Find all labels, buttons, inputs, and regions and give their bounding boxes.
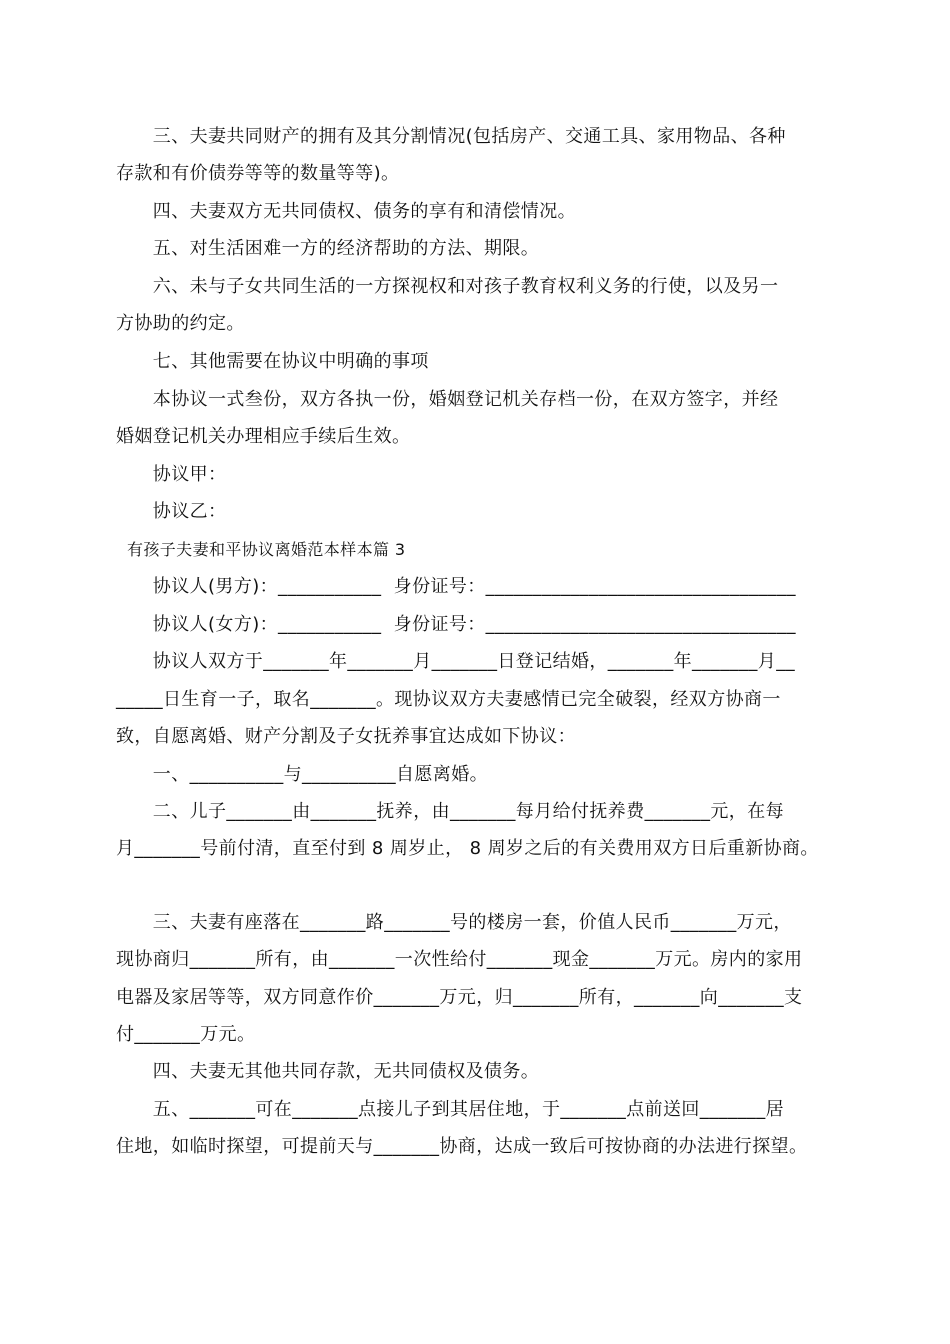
intro-line-1: 协议人双方于_______年_______月_______日登记结婚，_______年_______月__ [116,651,795,672]
clause-1: 一、__________与__________自愿离婚。 [116,764,488,785]
clause-5-line-1: 五、_______可在_______点接儿子到其居住地，于_______点前送回_______居 [116,1099,784,1120]
intro-line-2: _____日生育一子，取名_______。现协议双方夫妻感情已完全破裂，经双方协商一 [116,689,781,710]
paragraph-3-line-1: 三、夫妻共同财产的拥有及其分割情况(包括房产、交通工具、家用物品、各种 [116,126,786,147]
clause-3-line-2: 现协商归_______所有，由_______一次性给付_______现金_______万元。房内的家用 [116,949,803,970]
signature-party-a: 协议甲： [116,464,227,485]
agreement-copies-line-2: 婚姻登记机关办理相应手续后生效。 [116,426,411,447]
clause-3-line-3: 电器及家居等等，双方同意作价_______万元，归_______所有，_______向_______支 [116,987,803,1008]
paragraph-7: 七、其他需要在协议中明确的事项 [116,351,429,372]
clause-3-line-4: 付_______万元。 [116,1024,256,1045]
paragraph-6-line-1: 六、未与子女共同生活的一方探视权和对孩子教育权利义务的行使，以及另一 [116,276,779,297]
intro-line-3: 致，自愿离婚、财产分割及子女抚养事宜达成如下协议： [116,726,576,747]
paragraph-4: 四、夫妻双方无共同债权、债务的享有和清偿情况。 [116,201,576,222]
section-title: 有孩子夫妻和平协议离婚范本样本篇 3 [116,540,406,559]
party-male-line: 协议人(男方)：___________ 身份证号：_________________________________ [116,576,796,597]
paragraph-3-line-2: 存款和有价债券等等的数量等等)。 [116,163,400,184]
signature-party-b: 协议乙： [116,501,227,522]
party-female-line: 协议人(女方)：___________ 身份证号：_________________________________ [116,614,796,635]
clause-2-line-2: 月_______号前付清，直至付到 8 周岁止， 8 周岁之后的有关费用双方日后重新协商。 [116,838,819,859]
paragraph-6-line-2: 方协助的约定。 [116,313,245,334]
clause-2-line-1: 二、儿子_______由_______抚养，由_______每月给付抚养费_______元，在每 [116,801,784,822]
clause-3-line-1: 三、夫妻有座落在_______路_______号的楼房一套，价值人民币_______万元， [116,912,792,933]
agreement-copies-line-1: 本协议一式叁份，双方各执一份，婚姻登记机关存档一份，在双方签字，并经 [116,389,779,410]
clause-4: 四、夫妻无其他共同存款，无共同债权及债务。 [116,1061,540,1082]
clause-5-line-2: 住地，如临时探望，可提前天与_______协商，达成一致后可按协商的办法进行探望。 [116,1136,808,1157]
paragraph-5: 五、对生活困难一方的经济帮助的方法、期限。 [116,238,540,259]
